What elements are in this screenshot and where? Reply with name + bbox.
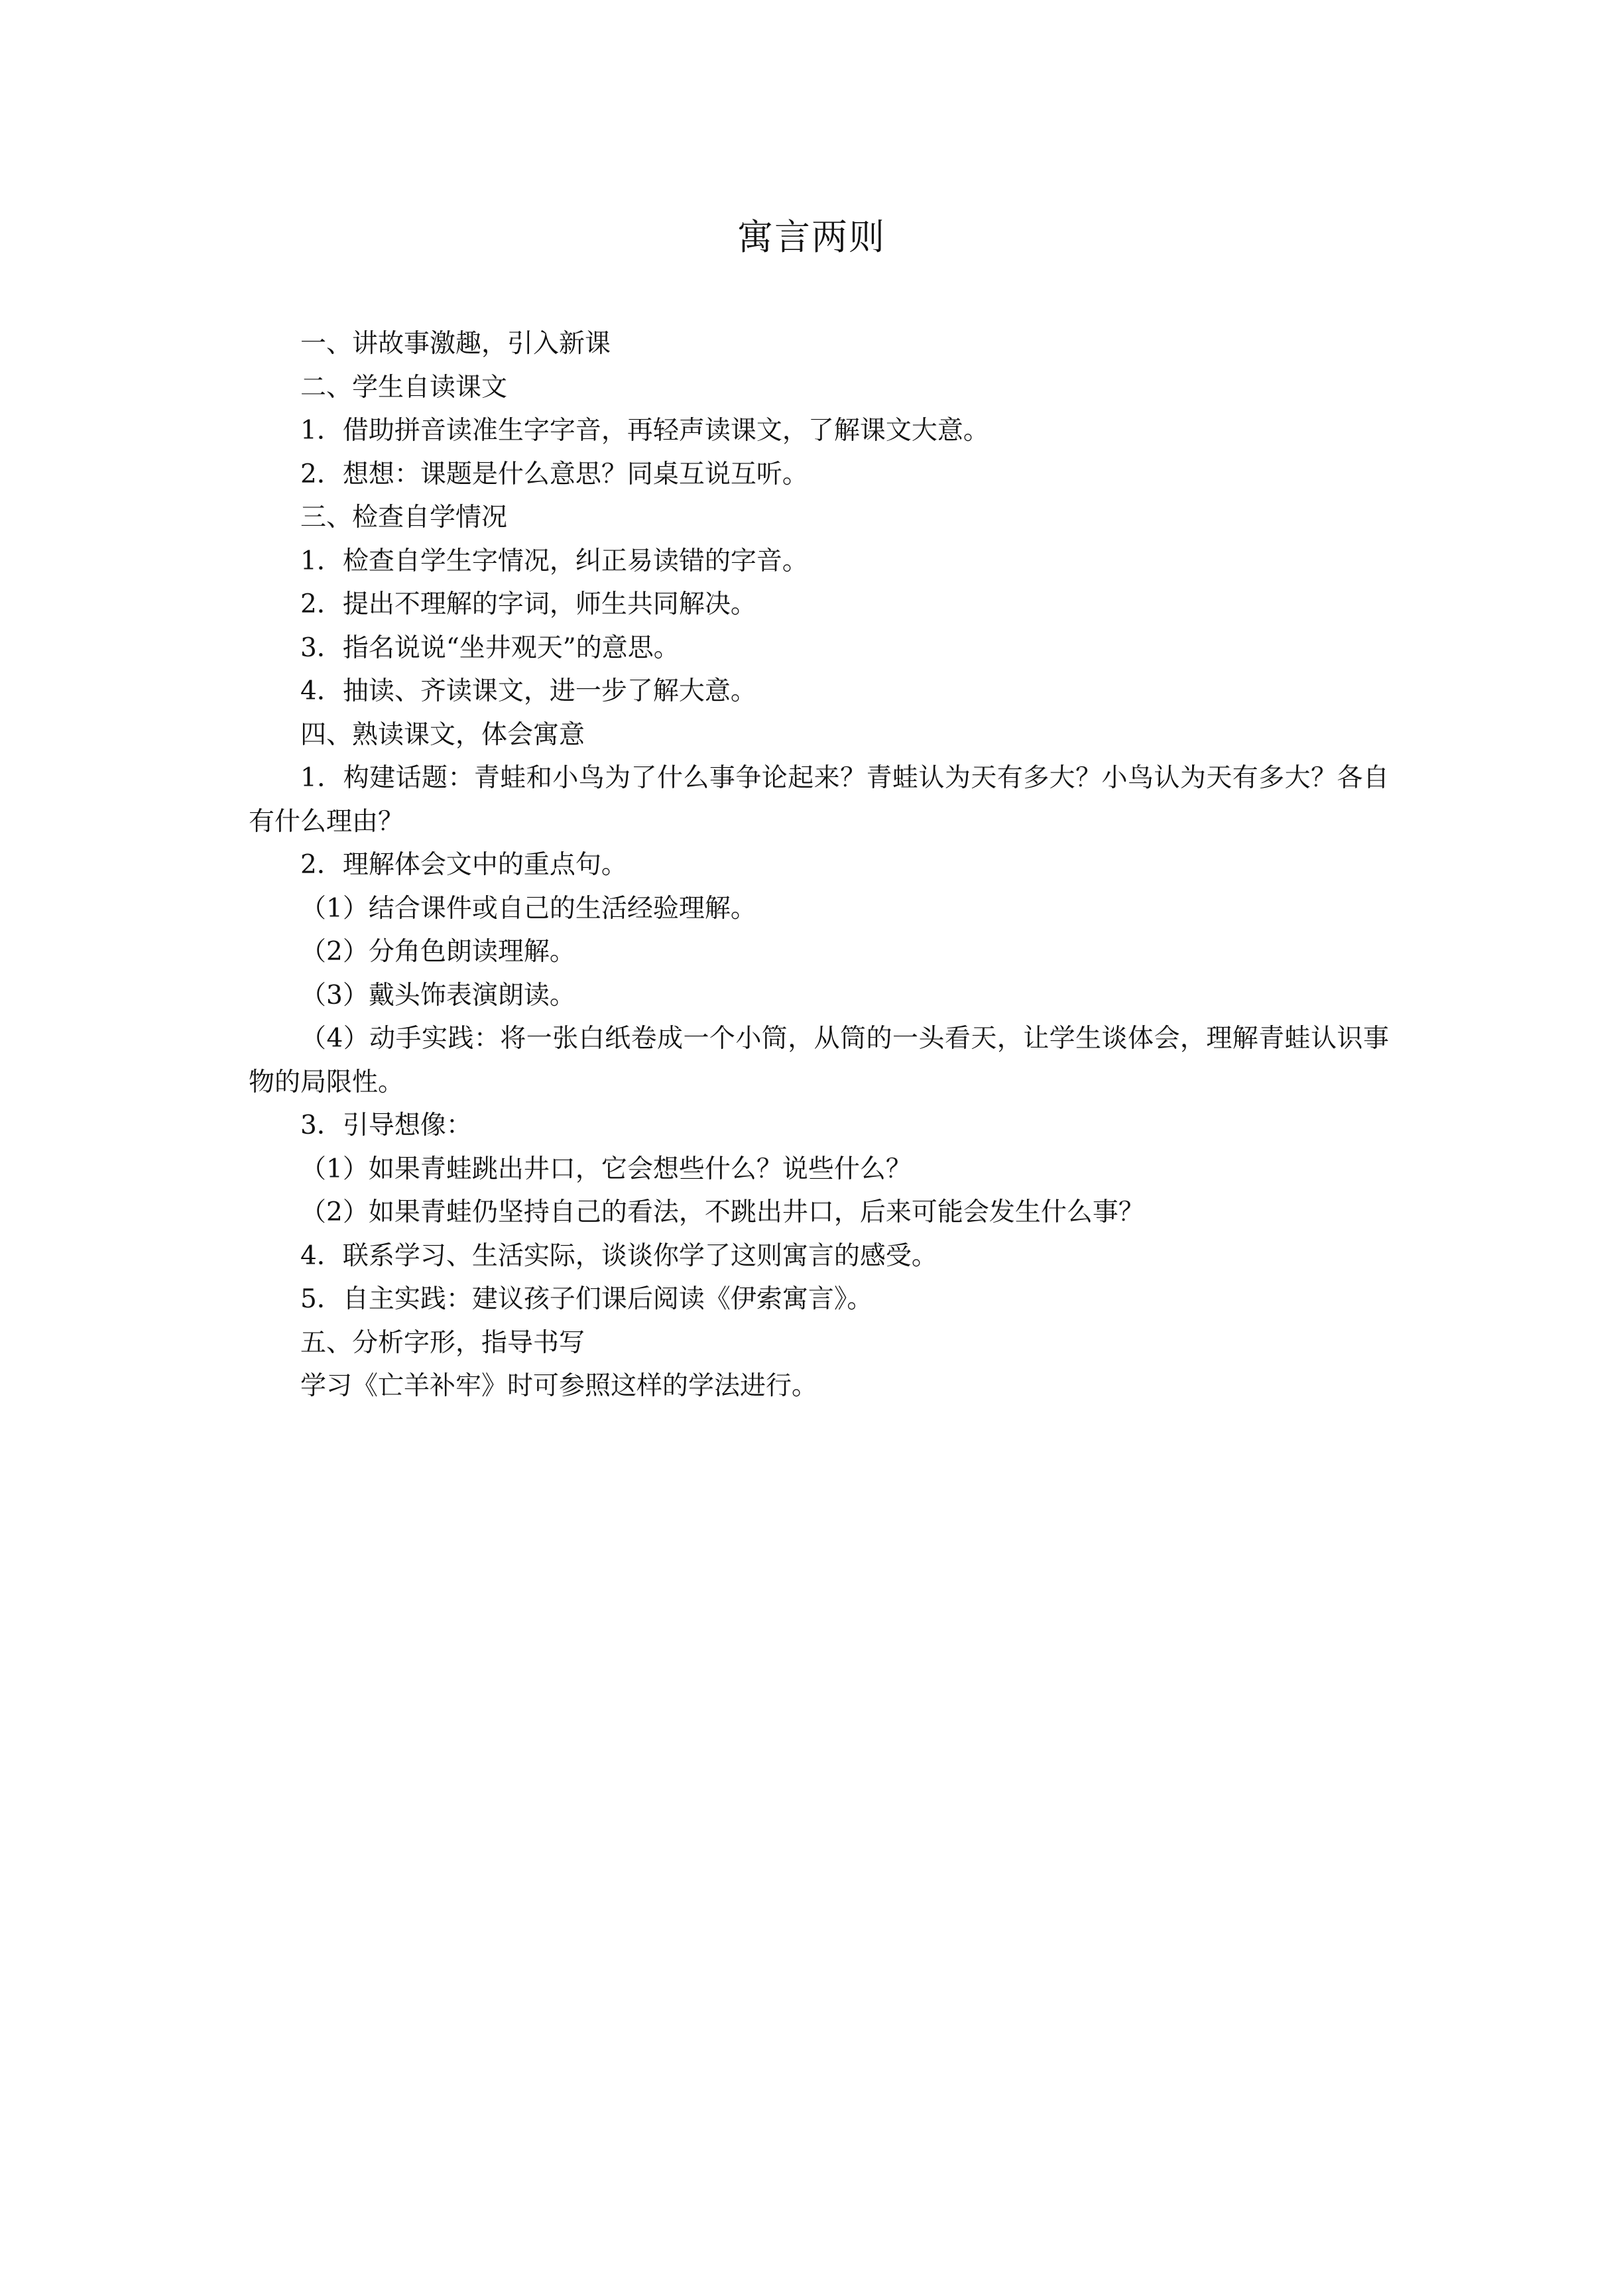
list-item: 1．借助拼音读准生字字音，再轻声读课文，了解课文大意。 (300, 416, 989, 446)
list-item: 4．联系学习、生活实际，谈谈你学了这则寓言的感受。 (300, 1240, 937, 1271)
list-item: 1．检查自学生字情况，纠正易读错的字音。 (300, 546, 808, 576)
sub-list-item: （1）如果青蛙跳出井口，它会想些什么？说些什么？ (300, 1154, 912, 1184)
list-item: 2．提出不理解的字词，师生共同解决。 (300, 589, 756, 619)
section-heading-3: 三、检查自学情况 (300, 503, 508, 532)
list-item: 3．引导想像： (300, 1111, 472, 1140)
sub-list-item: （4）动手实践：将一张白纸卷成一个小筒，从筒的一头看天，让学生谈体会，理解青蛙认识事物的局限性。 (249, 1024, 1389, 1097)
list-item: 4．抽读、齐读课文，进一步了解大意。 (300, 676, 756, 706)
list-item: 2．想想：课题是什么意思？同桌互说互听。 (300, 459, 808, 489)
list-item: 5．自主实践：建议孩子们课后阅读《伊索寓言》。 (300, 1284, 873, 1314)
sub-list-item: （1）结合课件或自己的生活经验理解。 (300, 893, 756, 924)
section-heading-4: 四、熟读课文，体会寓意 (300, 719, 585, 750)
list-item: 2．理解体会文中的重点句。 (300, 850, 627, 880)
document-title: 寓言两则 (737, 216, 886, 258)
document-body (249, 322, 1389, 1408)
list-item: 1．构建话题：青蛙和小鸟为了什么事争论起来？青蛙认为天有多大？小鸟认为天有多大？各自有什么理由？ (249, 763, 1389, 837)
list-item: 3．指名说说“坐井观天”的意思。 (300, 633, 680, 663)
section-heading-1: 一、讲故事激趣，引入新课 (300, 329, 611, 359)
section-heading-2: 二、学生自读课文 (300, 372, 508, 402)
sub-list-item: （2）如果青蛙仍坚持自己的看法，不跳出井口，后来可能会发生什么事？ (300, 1197, 1144, 1227)
sub-list-item: （3）戴头饰表演朗读。 (300, 980, 575, 1010)
sub-list-item: （2）分角色朗读理解。 (300, 937, 575, 967)
closing-note: 学习《亡羊补牢》时可参照这样的学法进行。 (300, 1371, 818, 1401)
section-heading-5: 五、分析字形，指导书写 (300, 1327, 585, 1358)
